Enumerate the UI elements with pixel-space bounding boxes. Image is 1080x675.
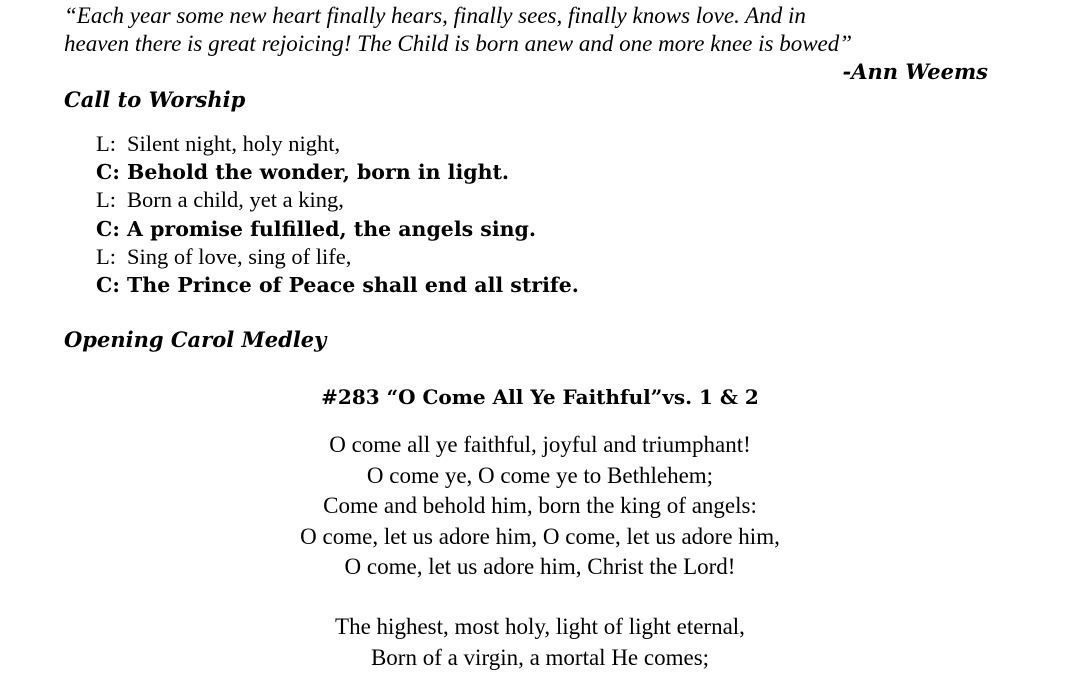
hymn-title: #283 “O Come All Ye Faithful”vs. 1 & 2 [321, 385, 759, 409]
litany-line-congregation [96, 271, 579, 299]
litany-text: The Prince of Peace shall end all strife. [127, 272, 579, 297]
litany-line-leader [96, 130, 579, 158]
hymn-verse-1 [0, 430, 1080, 583]
speaker-label: C: [96, 160, 120, 185]
epigraph-quote [64, 2, 1004, 58]
litany-text: Sing of love, sing of life, [127, 243, 352, 269]
call-to-worship-litany [96, 130, 579, 299]
verse-line: O come, let us adore him, Christ the Lord! [344, 554, 736, 579]
call-to-worship-heading: Call to Worship [64, 87, 246, 112]
speaker-label: L: [96, 187, 116, 213]
speaker-label: L: [96, 131, 116, 156]
speaker-label: C: [96, 216, 120, 241]
speaker-label: L: [96, 243, 116, 269]
epigraph-attribution: -Ann Weems [842, 59, 988, 84]
verse-line: O come all ye faithful, joyful and triumphant! [329, 432, 751, 457]
verse-line: O come, let us adore him, O come, let us adore him, [300, 523, 780, 549]
verse-line: O come ye, O come ye to Bethlehem; [366, 462, 714, 488]
litany-line-congregation [96, 215, 579, 243]
litany-line-leader [96, 186, 579, 214]
litany-text: Born a child, yet a king, [127, 187, 344, 213]
litany-text: Silent night, holy night, [127, 131, 341, 156]
verse-line: Born of a virgin, a mortal He comes; [370, 644, 710, 670]
verse-line: Come and behold him, born the king of angels: [323, 493, 757, 518]
opening-carol-heading: Opening Carol Medley [64, 327, 327, 352]
epigraph-line: heaven there is great rejoicing! The Child is born anew and one more knee is bowed” [64, 31, 853, 56]
verse-line: The highest, most holy, light of light eternal, [335, 614, 745, 639]
hymn-verse-2 [0, 612, 1080, 673]
speaker-label: C: [96, 272, 120, 297]
litany-text: Behold the wonder, born in light. [127, 160, 510, 185]
litany-text: A promise fulfilled, the angels sing. [127, 216, 537, 241]
litany-line-leader [96, 243, 579, 271]
epigraph-line: “Each year some new heart finally hears, finally sees, finally knows love. And in [64, 3, 806, 28]
litany-line-congregation [96, 158, 579, 186]
